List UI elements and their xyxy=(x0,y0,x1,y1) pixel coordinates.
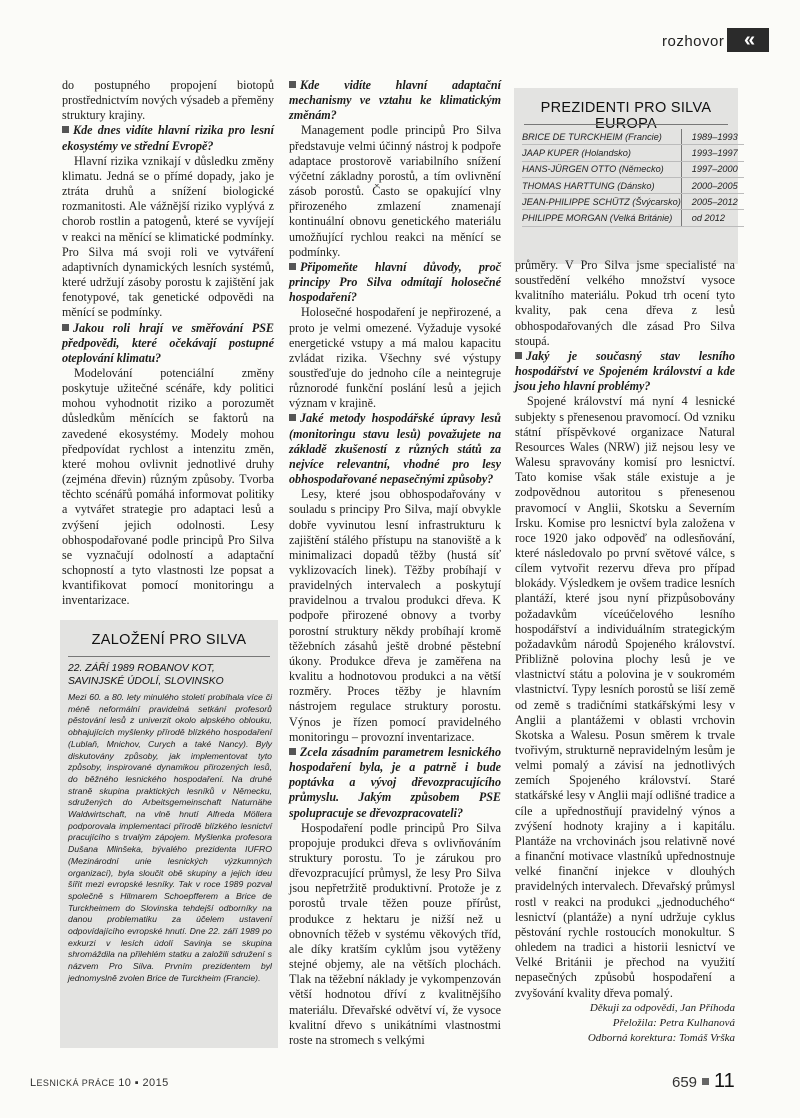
paragraph: do postupného propojení biotopů prostřednictvím nových výsadeb a přeměny struktury krajiny. xyxy=(62,78,274,123)
president-years: od 2012 xyxy=(681,210,744,226)
journal-initial: L xyxy=(30,1077,37,1089)
question xyxy=(515,349,735,394)
question-text: Jaké metody hospodářské úpravy lesů (monitoringu stavu lesů) považujete na základě zkušeností z různých států za nejvíce relevantní, vhodné pro lesy obhospodařované nepasečnými způsoby? xyxy=(289,411,501,487)
presidents-table xyxy=(522,129,744,227)
question xyxy=(289,78,501,123)
table-row xyxy=(522,177,744,193)
signature-translator: Přeložila: Petra Kulhanová xyxy=(612,1016,735,1029)
volume-page: 659 xyxy=(672,1074,698,1091)
square-bullet-icon xyxy=(289,414,296,421)
column-1 xyxy=(62,78,274,608)
square-bullet-icon xyxy=(62,324,69,331)
column-2 xyxy=(289,78,501,1048)
founding-title: ZALOŽENÍ PRO SILVA xyxy=(91,632,247,648)
table-row xyxy=(522,161,744,177)
square-bullet-icon xyxy=(289,748,296,755)
square-bullet-icon: ▪ xyxy=(134,1077,140,1089)
founding-box xyxy=(60,620,278,1048)
paragraph: Hospodaření podle principů Pro Silva propojuje produkci dřeva s ovlivňováním struktury porostu. To je zárukou pro dřevozpracující průmysl, že lesy Pro Silva jsou nepřetržitě produktivní. Protože je z porostů trvale těžen pouze přírůst, produkce z hektaru je nižší než u obnovních těžeb v systému věkových tříd, ale díky kratším cyklům jsou vytěženy stejné objemy, ale na větších plochách. Tlak na těžební náklady je vykompenzován větší hodnotou dříví z kvalitnějšího materiálu. Dřevařské odvětví ví, že vysoce kvalitní dřevo s unikátními vlastnostmi roste na stromech s velkými xyxy=(289,820,501,1047)
president-years: 1993–1997 xyxy=(681,145,744,161)
square-bullet-icon xyxy=(289,81,296,88)
question-text: Jaký je současný stav lesního hospodářství ve Spojeném království a kde jsou jeho hlavní problémy? xyxy=(515,348,735,394)
table-row xyxy=(522,210,744,226)
signature-interviewer: Děkuji za odpovědi, Jan Příhoda xyxy=(589,1001,735,1014)
question-text: Kde dnes vidíte hlavní rizika pro lesní ekosystémy ve střední Evropě? xyxy=(62,123,274,153)
journal-year: 2015 xyxy=(142,1077,169,1089)
divider xyxy=(68,656,270,657)
square-bullet-icon xyxy=(702,1078,709,1085)
question xyxy=(289,260,501,305)
president-years: 2000–2005 xyxy=(681,177,744,193)
question xyxy=(62,123,274,153)
question-text: Kde vidíte hlavní adaptační mechanismy ve vztahu ke klimatickým změnám? xyxy=(289,78,501,123)
president-name: PHILIPPE MORGAN (Velká Británie) xyxy=(522,210,681,226)
president-name: THOMAS HARTTUNG (Dánsko) xyxy=(522,177,681,193)
question-text: Jakou roli hrají ve směřování PSE předpovědi, které očekávají postupné oteplování klimatu? xyxy=(62,320,274,365)
journal-footer xyxy=(30,1077,169,1089)
square-bullet-icon xyxy=(289,263,296,270)
section-label: rozhovor xyxy=(662,33,725,50)
signature-editor: Odborná korektura: Tomáš Vrška xyxy=(587,1031,735,1044)
paragraph: Management podle principů Pro Silva představuje velmi účinný nástroj k podpoře adaptace prostorově variabilního snížení výčetní základny porostů, a tím ovlivnění zásob porostů. Často se opakující vlny přirozeného zmlazení znamenají kontinuální obnovu genetického materiálu umožňující rychlou reakci na měnící se podmínky. xyxy=(289,123,501,259)
president-years: 2005–2012 xyxy=(681,194,744,210)
paragraph: Lesy, které jsou obhospodařovány v souladu s principy Pro Silva, mají obvykle dobře vyvinutou lesní infrastrukturu k zajištění stálého přístupu na stanoviště a k minimalizaci dopadů těžby (hustá síť vyklizovacích linek). Těžby probíhají v pravidelných intervalech a poskytují pravidelnou a trvalou produkci dřeva. K podpoře přirozené obnovy a tvorby porostní struktury někdy probíhají kromě těžebních zásahů ještě drobné pěstební úkony. Produkce dřeva je zaměřena na kvalitu a hodnotovou produkci a na větší rozměry. Proces těžby je hlavním nástrojem regulace struktury porostu. Výnos je řízen pomocí pravidelného monitoringu – provozní inventarizace. xyxy=(289,487,501,744)
question-text: Připomeňte hlavní důvody, proč principy Pro Silva odmítají holosečné hospodaření? xyxy=(289,259,501,305)
paragraph: Hlavní rizika vznikají v důsledku změny klimatu. Jedná se o přímé dopady, jako je ztráta druhů a snížení biologické rozmanitosti. Ale vážnější riziko vyplývá z chorob rostlin a patogenů, které se vyvíjejí v reakci na měnící se klimatické podmínky. Pro Silva má svoji roli ve vytváření adaptivních dynamických lesních systémů, které udržují zásoby porostu k zajištění jak fenotypové, tak genetické odpovědi na měnící se podmínky. xyxy=(62,153,274,320)
divider xyxy=(524,124,728,125)
column-3 xyxy=(515,258,735,1046)
table-row xyxy=(522,129,744,145)
president-years: 1997–2000 xyxy=(681,161,744,177)
presidents-title: PREZIDENTI PRO SILVA EUROPA xyxy=(540,100,712,132)
page-footer xyxy=(672,1070,735,1093)
presidents-box xyxy=(514,88,738,264)
founding-subtitle: 22. ZÁŘÍ 1989 ROBANOV KOT, SAVINJSKÉ ÚDOLÍ, SLOVINSKO xyxy=(68,663,224,687)
president-name: JEAN-PHILIPPE SCHÜTZ (Švýcarsko) xyxy=(522,194,681,210)
president-years: 1989–1993 xyxy=(681,129,744,145)
president-name: JAAP KUPER (Holandsko) xyxy=(522,145,681,161)
president-name: BRICE DE TURCKHEIM (Francie) xyxy=(522,129,681,145)
issue-number: 10 xyxy=(118,1077,132,1089)
section-chevron-icon: « xyxy=(727,28,769,52)
question-text: Zcela zásadním parametrem lesnického hospodaření byla, je a patrně i bude poptávka a vývoj dřevozpracujícího průmyslu. Jakým způsobem PSE spolupracuje se dřevozpracovateli? xyxy=(289,744,501,820)
square-bullet-icon xyxy=(515,352,522,359)
paragraph: Holosečné hospodaření je nepřirozené, a proto je velmi omezené. Vyžaduje vysoké energetické vstupy a má malou kapacitu zvládat rizika. Všechny své výstupy soustřeďuje do jednoho cíle a neintegruje různorodé funkční poslání lesů a jejich význam v krajině. xyxy=(289,305,501,411)
paragraph: Modelování potenciální změny poskytuje užitečné scénáře, kdy politici mohou vyhodnotit riziko a porozumět důsledkům měnících se faktorů na zavedené ekosystémy. Modely mohou předpovídat rychlost a intenzitu změn, které mohou ovlivnit jednotlivé druhy (zejména dřevin) různým způsoby. Tvorba těchto scénářů pomáhá informovat politiky a vytvářet strategie pro adaptaci lesů a zvýšení jejich odolnosti. Lesy obhospodařované podle principů Pro Silva se vyznačují odolností a adaptační schopností a tyto vlastnosti lze popsat a kvantifikovat pomocí monitoringu a inventarizace. xyxy=(62,365,274,608)
president-name: HANS-JÜRGEN OTTO (Německo) xyxy=(522,161,681,177)
question xyxy=(62,321,274,366)
square-bullet-icon xyxy=(62,126,69,133)
table-row xyxy=(522,145,744,161)
paragraph: průměry. V Pro Silva jsme specialisté na soustředění velkého množství vysoce kvalitního materiálu. Pokud trh ocení tyto kvality, pak cena dřeva z lesů obhospodařovaných dle zásad Pro Silva stoupá. xyxy=(515,258,735,348)
paragraph: Spojené království má nyní 4 lesnické subjekty s přenesenou pravomocí. Od vzniku státní příspěvkové organizace Natural Resources Wales (NRW) již nejsou lesy ve Walesu spravovány komisí pro lesnictví. Tato komise však stále existuje a je zodpovědnou autoritou s přenesenou pravomocí v Anglii, Skotsku a Severním Irsku. Komise pro lesnictví byla založena v roce 1920 jako odpověď na odlesňování, které následovalo po první světové válce, s cílem vytvořit rezervu dřeva pro případ blokády. Výsledkem je ovšem tradice lesních plantáží, které jsou nyní přizpůsobovány požadavkům víceúčelového lesního hospodářství a individuálním strategickým požadavkům národů Spojeného království. Přibližně polovina plochy lesů je ve vlastnictví státu a polovina je v soukromém vlastnictví. Typy lesních porostů se liší země od země s tradičními statkářskými lesy v Anglii a plantážemi v oblasti vrchovin Skotska a Walesu. Posun směrem k trvale tvořivým, strukturně nepravidelným lesům je velmi pomalý a závisí na jednotlivých zemích Spojeného království. Staré statkářské lesy v Anglii mají odlišné tradice a cíle a upřednostňují pravidelný výnos a zvýšení hodnoty krajiny a i kapitálu. Plantáže na vrchovinách jsou relativně nové a finanční motivace vlastníků upřednostnuje velké finanční injekce v dlouhých pravidelných intervalech. Dřevařský průmysl rostl v reakci na produkci „jednoduchého“ lesnictví (plantáže) a nyní udržuje cyklus pěstování rychle rostoucích monokultur. S ohledem na tradici a historii lesnictví ve Velké Británii je přechod na využití nepasečných způsobů hospodaření a zvyšování kvality dřeva pomalý. xyxy=(515,394,735,1000)
question xyxy=(289,411,501,487)
question xyxy=(289,745,501,821)
table-row xyxy=(522,194,744,210)
founding-text: Mezi 60. a 80. lety minulého století probíhala více či méně neformální pravidelná setkání profesorů pěstování lesů z univerzit okolo alpského oblouku, obhajujících myšlenky přírodě blízkého hospodaření (Lublaň, Mnichov, Curych a také Nancy). Byly diskutovány způsoby, jak implementovat tyto způsoby, inspirované dynamikou přirozených lesů, do běžného lesnického hospodaření. Na druhé straně skupina praktických lesníků v Německu, sdružených do Arbeitsgemeinschaft Naturnähe Waldwirtschaft, na vlně hnutí Alfreda Möllera podporovala implementaci přírodě blízkého lesnictví pracujícího s trvalým zápojem. Myšlenka profesora Dušana Mlinšeka, bývalého prezidenta IUFRO (Mezinárodní unie lesnických výzkumných organizací), byla sloučit obě skupiny a jejich ideu šířit mezi evropské lesníky. Tak v roce 1989 pozval společně s Hilmarem Schoepfferem a Brice de Turckheimem do Slovinska tehdejší odborníky na danou problematiku za účelem ustavení odpovídajícího evropské hnutí. Dne 22. září 1989 po exkurzi v lesích údolí Savinja se skupina shromáždila na přilehlém statku a založili sdružení s názvem Pro Silva. Prvním prezidentem byl jednomyslně zvolen Brice de Turckheim (Francie). xyxy=(68,692,272,983)
journal-name: ESNICKÁ PRÁCE xyxy=(36,1078,115,1088)
page-number: 11 xyxy=(714,1070,735,1092)
